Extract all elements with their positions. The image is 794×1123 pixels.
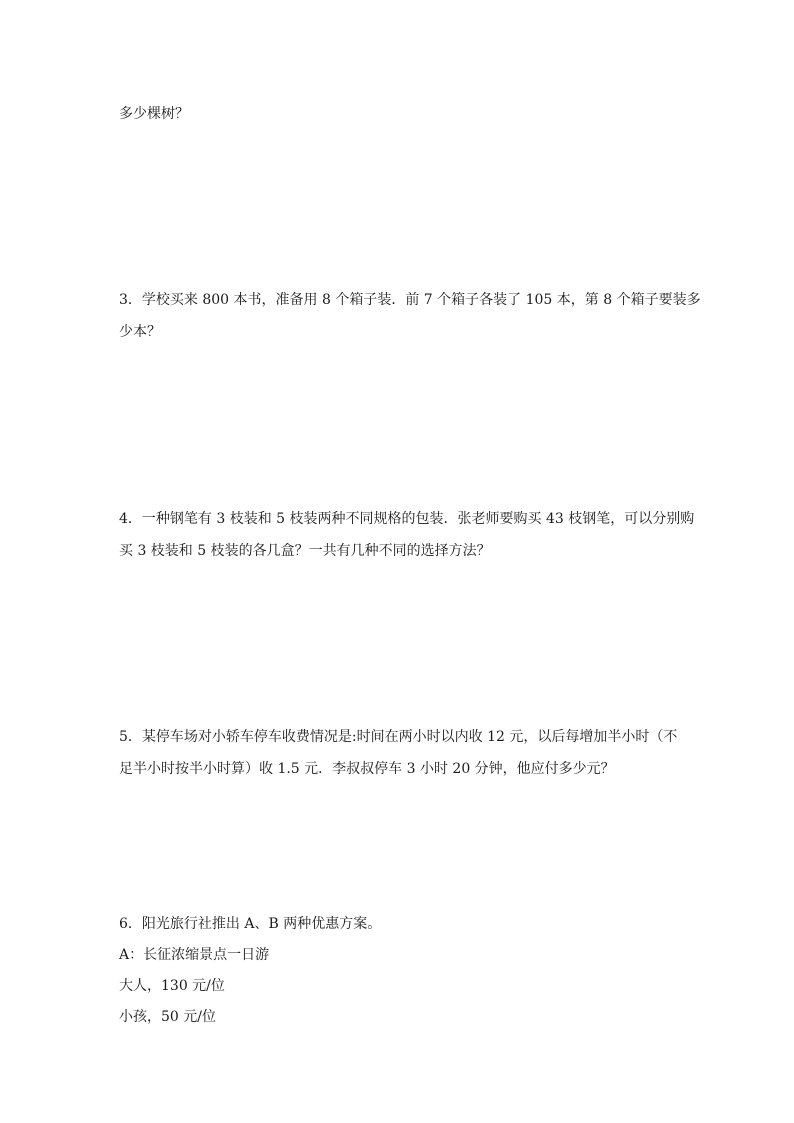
q4-line-1: 4．一种钢笔有 3 枝装和 5 枝装两种不同规格的包装．张老师要购买 43 枝钢笔，可以分别购 — [119, 511, 695, 527]
q2-continuation: 多少棵树？ — [119, 106, 189, 122]
q3-line-1: 3．学校买来 800 本书，准备用 8 个箱子装．前 7 个箱子各装了 105 本，第 8 个箱子要装多 — [119, 292, 701, 308]
q5-line-1: 5．某停车场对小轿车停车收费情况是:时间在两小时以内收 12 元，以后每增加半小时（不 — [119, 729, 678, 745]
q6-plan-a-title: A：长征浓缩景点一日游 — [119, 947, 270, 963]
q6-plan-a-child-price: 小孩，50 元/位 — [119, 1009, 216, 1025]
q4-line-2: 买 3 枝装和 5 枝装的各几盒？一共有几种不同的选择方法？ — [119, 543, 491, 559]
q6-line-1: 6．阳光旅行社推出 A、B 两种优惠方案。 — [119, 916, 382, 932]
q5-line-2: 足半小时按半小时算）收 1.5 元．李叔叔停车 3 小时 20 分钟，他应付多少元？ — [119, 761, 615, 777]
q6-plan-a-adult-price: 大人，130 元/位 — [119, 978, 225, 994]
q3-line-2: 少本？ — [119, 324, 161, 340]
